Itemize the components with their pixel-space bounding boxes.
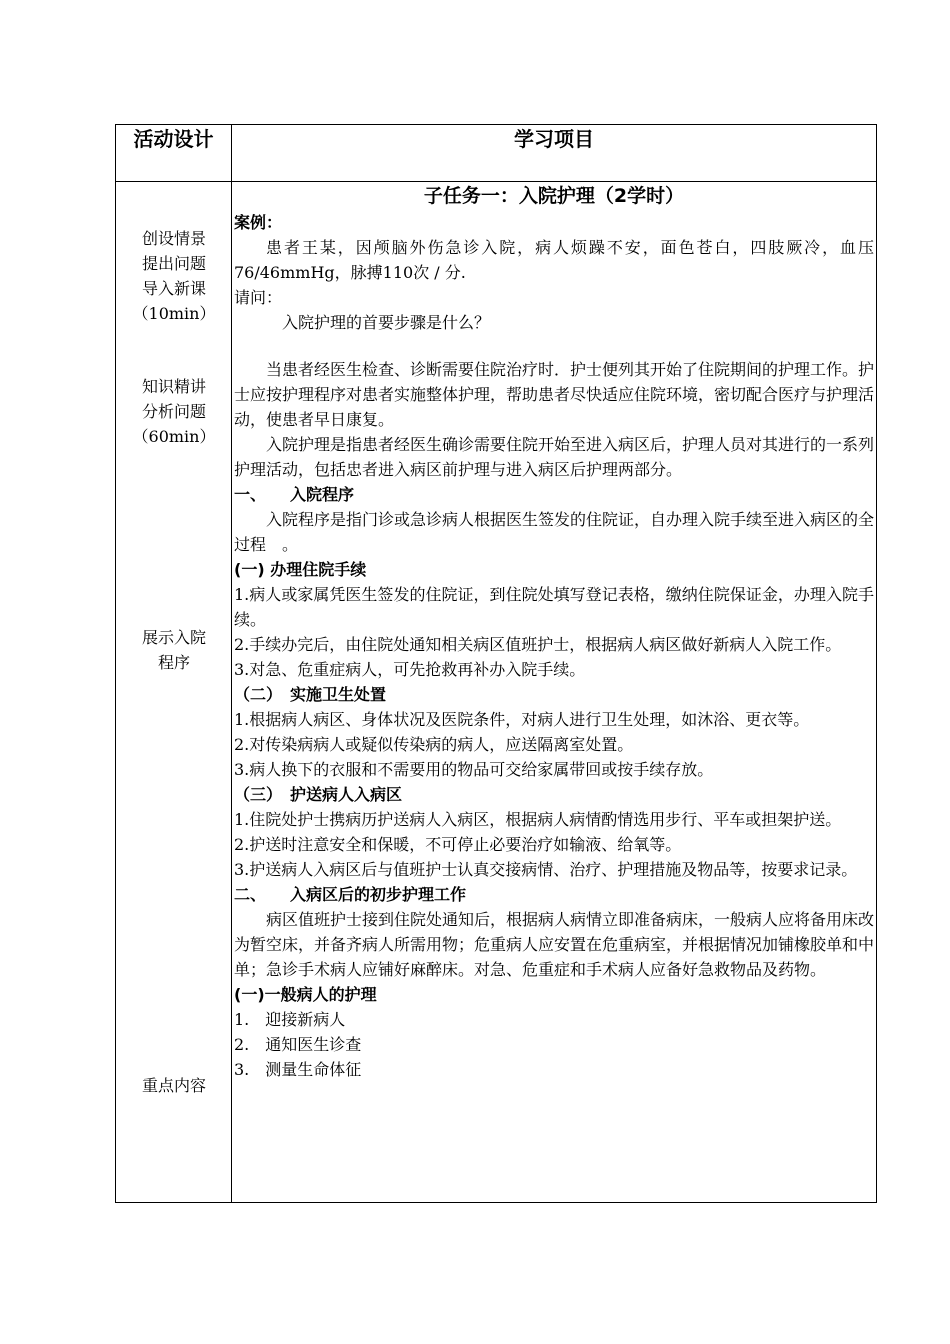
header-learning-project: 学习项目 bbox=[232, 125, 877, 182]
list-item: 3. 测量生命体征 bbox=[234, 1060, 362, 1079]
case-text: 患者王某，因颅脑外伤急诊入院，病人烦躁不安，面色苍白，四肢厥冷，血压76/46mmHg，脉搏110次 / 分. bbox=[234, 238, 874, 282]
list-item: 1.病人或家属凭医生签发的住院证，到住院处填写登记表格，缴纳住院保证金，办理入院手续。 bbox=[234, 585, 874, 629]
case-label: 案例： bbox=[234, 213, 283, 232]
label-scenario: 创设情景 提出问题 导入新课 （10min） bbox=[132, 229, 216, 323]
spacer bbox=[234, 335, 874, 357]
lesson-plan-table bbox=[115, 124, 877, 1203]
list-item: 3.护送病人入病区后与值班护士认真交接病情、治疗、护理措施及物品等，按要求记录。 bbox=[234, 860, 858, 879]
subsection-1-heading: (一) 办理住院手续 bbox=[234, 560, 367, 579]
subsection-4-heading: (一)一般病人的护理 bbox=[234, 985, 377, 1004]
subsection-3-heading: （三） 护送病人入病区 bbox=[234, 785, 403, 804]
list-item: 2.手续办完后，由住院处通知相关病区值班护士，根据病人病区做好新病人入院工作。 bbox=[234, 635, 842, 654]
list-item: 2.对传染病病人或疑似传染病的病人，应送隔离室处置。 bbox=[234, 735, 634, 754]
content-column bbox=[232, 182, 877, 1203]
section-2-heading: 二、 入病区后的初步护理工作 bbox=[234, 885, 467, 904]
table-body-row bbox=[116, 182, 877, 1203]
list-item: 3.病人换下的衣服和不需要用的物品可交给家属带回或按手续存放。 bbox=[234, 760, 714, 779]
subsection-2-heading: （二） 实施卫生处置 bbox=[234, 685, 387, 704]
section-2-text: 病区值班护士接到住院处通知后，根据病人病情立即准备病床，一般病人应将备用床改为暂空床，并备齐病人所需用物；危重病人应安置在危重病室，并根据情况加铺橡胶单和中单；急诊手术病人应铺好麻醉床。对急、危重症和手术病人应备好急救物品及药物。 bbox=[234, 910, 875, 979]
list-item: 2. 通知医生诊查 bbox=[234, 1035, 362, 1054]
question-text: 入院护理的首要步骤是什么？ bbox=[282, 313, 491, 332]
subtask-title: 子任务一：入院护理（2学时） bbox=[423, 185, 685, 207]
list-item: 1.住院处护士携病历护送病人入病区，根据病人病情酌情选用步行、平车或担架护送。 bbox=[234, 810, 842, 829]
label-admission-procedure: 展示入院 程序 bbox=[141, 628, 206, 672]
label-knowledge: 知识精讲 分析问题 （60min） bbox=[132, 377, 216, 446]
list-item: 1. 迎接新病人 bbox=[234, 1010, 346, 1029]
header-activity-design: 活动设计 bbox=[116, 125, 232, 182]
intro-paragraph-1: 当患者经医生检查、诊断需要住院治疗时．护士便列其开始了住院期间的护理工作。护士应按护理程序对患者实施整体护理，帮助患者尽快适应住院环境，密切配合医疗与护理活动，使患者早日康复。 bbox=[234, 360, 875, 429]
list-item: 2.护送时注意安全和保暖，不可停止必要治疗如输液、给氧等。 bbox=[234, 835, 682, 854]
label-key-content: 重点内容 bbox=[141, 1076, 206, 1095]
table-header-row bbox=[116, 125, 877, 182]
activity-column bbox=[116, 182, 232, 1203]
question-label: 请问： bbox=[234, 288, 283, 307]
section-1-heading: 一、 入院程序 bbox=[234, 485, 355, 504]
list-item: 3.对急、危重症病人，可先抢救再补办入院手续。 bbox=[234, 660, 586, 679]
intro-paragraph-2: 入院护理是指患者经医生确诊需要住院开始至进入病区后，护理人员对其进行的一系列护理活动，包括忠者进入病区前护理与进入病区后护理两部分。 bbox=[234, 435, 875, 479]
list-item: 1.根据病人病区、身体状况及医院条件，对病人进行卫生处理，如沐浴、更衣等。 bbox=[234, 710, 810, 729]
section-1-text: 入院程序是指门诊或急诊病人根据医生签发的住院证，自办理入院手续至进入病区的全过程 。 bbox=[234, 510, 875, 554]
